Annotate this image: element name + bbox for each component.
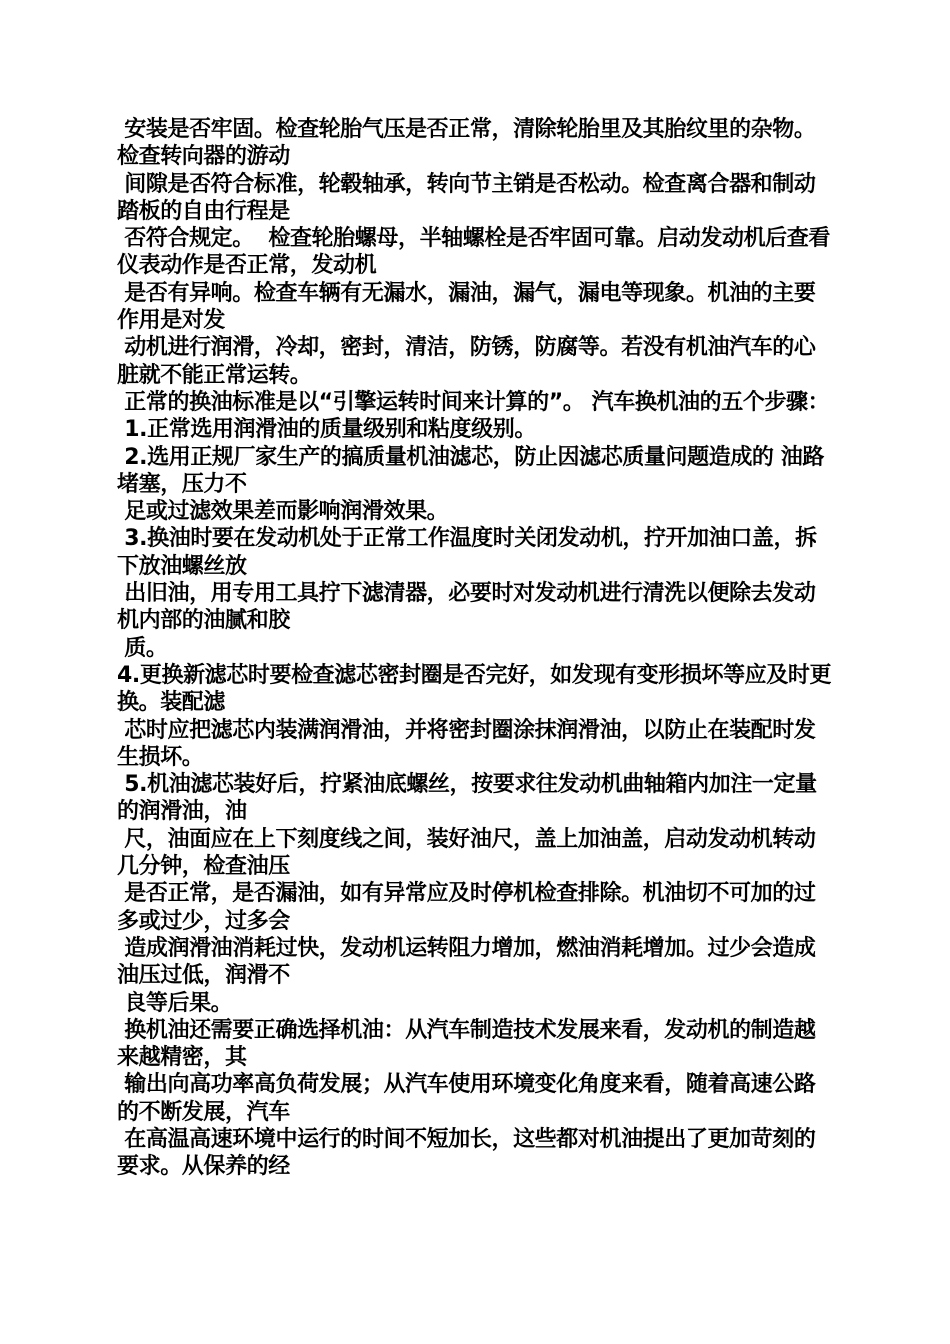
- paragraph: 间隙是否符合标准，轮毂轴承，转向节主销是否松动。检查离合器和制动踏板的自由行程是: [117, 171, 816, 224]
- paragraph: 1.正常选用润滑油的质量级别和粘度级别。: [117, 417, 536, 443]
- paragraph: 造成润滑油消耗过快，发动机运转阻力增加，燃油消耗增加。过少会造成油压过低，润滑不: [117, 935, 816, 989]
- paragraph: 质。: [117, 635, 168, 661]
- paragraph: 芯时应把滤芯内装满润滑油，并将密封圈涂抹润滑油，以防止在装配时发生损坏。: [117, 717, 816, 770]
- paragraph: 是否有异响。检查车辆有无漏水，漏油，漏气，漏电等现象。机油的主要作用是对发: [117, 280, 816, 334]
- paragraph: 良等后果。: [117, 990, 233, 1016]
- paragraph: 否符合规定。 检查轮胎螺母，半轴螺栓是否牢固可靠。启动发动机后查看仪表动作是否正常，发动机: [117, 226, 830, 279]
- paragraph: 换机油还需要正确选择机油：从汽车制造技术发展来看，发动机的制造越来越精密，其: [117, 1017, 816, 1071]
- paragraph: 安装是否牢固。检查轮胎气压是否正常，清除轮胎里及其胎纹里的杂物。检查转向器的游动: [117, 117, 816, 170]
- paragraph: 2.选用正规厂家生产的搞质量机油滤芯，防止因滤芯质量问题造成的 油路堵塞，压力不: [117, 444, 824, 497]
- paragraph: 3.换油时要在发动机处于正常工作温度时关闭发动机，拧开加油口盖，拆下放油螺丝放: [117, 526, 817, 579]
- paragraph: 4.更换新滤芯时要检查滤芯密封圈是否完好，如发现有变形损坏等应及时更换。装配滤: [117, 662, 832, 716]
- paragraph: 出旧油，用专用工具拧下滤清器，必要时对发动机进行清洗以便除去发动机内部的油腻和胶: [117, 581, 816, 634]
- paragraph: 正常的换油标准是以“引擎运转时间来计算的”。 汽车换机油的五个步骤：: [117, 389, 830, 415]
- paragraph: 动机进行润滑，冷却，密封，清洁，防锈，防腐等。若没有机油汽车的心脏就不能正常运转。: [117, 335, 816, 388]
- paragraph: 足或过滤效果差而影响润滑效果。: [117, 499, 449, 525]
- paragraph: 输出向高功率高负荷发展；从汽车使用环境变化角度来看，随着高速公路的不断发展，汽车: [117, 1072, 816, 1125]
- paragraph: 是否正常，是否漏油，如有异常应及时停机检查排除。机油切不可加的过多或过少，过多会: [117, 881, 816, 934]
- paragraph: 尺，油面应在上下刻度线之间，装好油尺，盖上加油盖，启动发动机转动几分钟，检查油压: [117, 826, 816, 880]
- body-text: [117, 116, 837, 1181]
- paragraph: 在高温高速环境中运行的时间不短加长，这些都对机油提出了更加苛刻的要求。从保养的经: [117, 1126, 816, 1180]
- paragraph: 5.机油滤芯装好后，拧紧油底螺丝，按要求往发动机曲轴箱内加注一定量的润滑油，油: [117, 772, 817, 825]
